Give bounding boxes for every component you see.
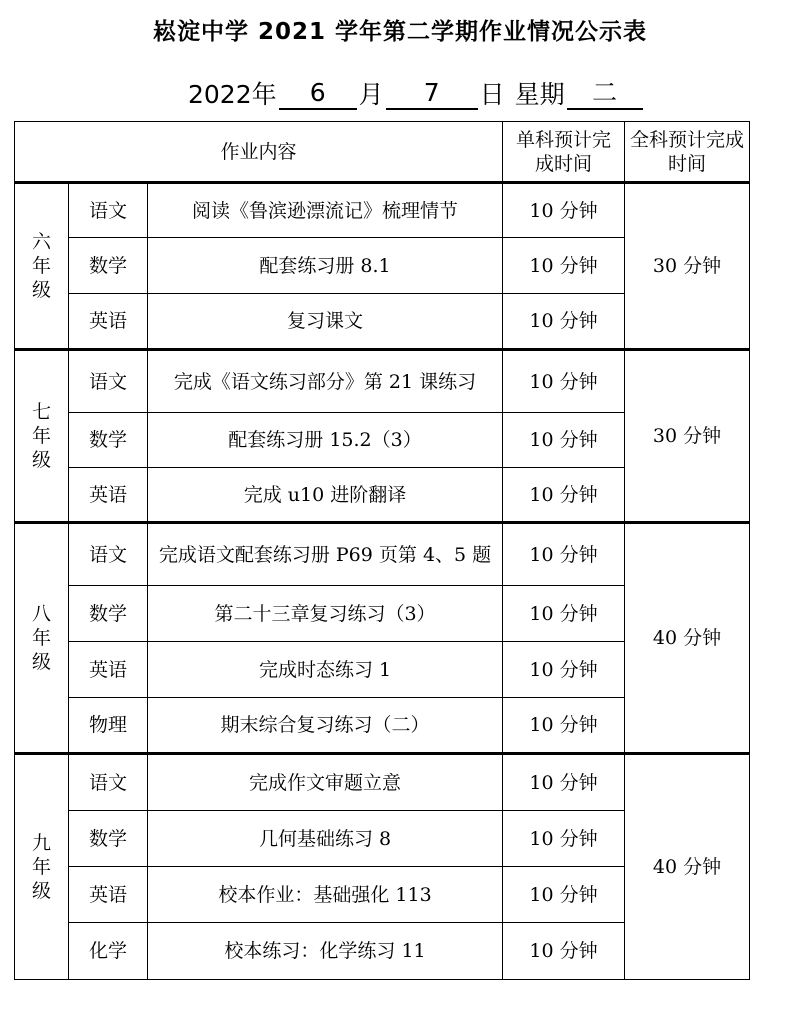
- subject-cell: 数学: [69, 811, 148, 867]
- total-time-cell: 30 分钟: [625, 183, 750, 350]
- subject-cell: 数学: [69, 586, 148, 642]
- total-time-cell: 40 分钟: [625, 754, 750, 980]
- date-month-char: 月: [358, 80, 384, 109]
- content-cell: 完成语文配套练习册 P69 页第 4、5 题: [148, 523, 503, 586]
- grade-cell: 九 年 级: [15, 754, 69, 980]
- subject-cell: 语文: [69, 183, 148, 238]
- single-time-cell: 10 分钟: [503, 867, 625, 923]
- subject-cell: 语文: [69, 754, 148, 811]
- single-time-cell: 10 分钟: [503, 294, 625, 350]
- total-time-cell: 30 分钟: [625, 350, 750, 523]
- content-cell: 完成作文审题立意: [148, 754, 503, 811]
- grade-cell: 七 年 级: [15, 350, 69, 523]
- table-row: [15, 350, 750, 413]
- header-content: 作业内容: [15, 122, 503, 183]
- content-cell: 校本练习：化学练习 11: [148, 923, 503, 980]
- single-time-cell: 10 分钟: [503, 811, 625, 867]
- content-cell: 第二十三章复习练习（3）: [148, 586, 503, 642]
- date-day: 7: [386, 78, 478, 110]
- page-title: 崧淀中学 2021 学年第二学期作业情况公示表: [152, 19, 648, 45]
- grade-cell: 八 年 级: [15, 523, 69, 754]
- header-total-time: 全科预计完成时间: [625, 122, 750, 183]
- content-cell: 阅读《鲁滨逊漂流记》梳理情节: [148, 183, 503, 238]
- single-time-cell: 10 分钟: [503, 468, 625, 523]
- date-line: [188, 74, 645, 110]
- grade-cell: 六 年 级: [15, 183, 69, 350]
- table-row: [15, 523, 750, 586]
- homework-table: [14, 121, 750, 980]
- single-time-cell: 10 分钟: [503, 698, 625, 754]
- single-time-cell: 10 分钟: [503, 350, 625, 413]
- date-day-char: 日: [479, 80, 505, 109]
- single-time-cell: 10 分钟: [503, 238, 625, 294]
- content-cell: 期末综合复习练习（二）: [148, 698, 503, 754]
- date-weekday: 二: [567, 78, 643, 110]
- subject-cell: 英语: [69, 468, 148, 523]
- single-time-cell: 10 分钟: [503, 413, 625, 468]
- total-time-cell: 40 分钟: [625, 523, 750, 754]
- subject-cell: 化学: [69, 923, 148, 980]
- table-row: [15, 754, 750, 811]
- subject-cell: 数学: [69, 238, 148, 294]
- header-single-time: 单科预计完成时间: [503, 122, 625, 183]
- single-time-cell: 10 分钟: [503, 642, 625, 698]
- subject-cell: 语文: [69, 523, 148, 586]
- table-header-row: [15, 122, 750, 183]
- date-year-char: 年: [251, 80, 277, 109]
- single-time-cell: 10 分钟: [503, 183, 625, 238]
- content-cell: 完成时态练习 1: [148, 642, 503, 698]
- date-month: 6: [279, 78, 357, 110]
- subject-cell: 物理: [69, 698, 148, 754]
- content-cell: 校本作业：基础强化 113: [148, 867, 503, 923]
- content-cell: 复习课文: [148, 294, 503, 350]
- content-cell: 完成 u10 进阶翻译: [148, 468, 503, 523]
- subject-cell: 语文: [69, 350, 148, 413]
- content-cell: 完成《语文练习部分》第 21 课练习: [148, 350, 503, 413]
- table-row: [15, 183, 750, 238]
- date-year: 2022: [188, 80, 252, 109]
- subject-cell: 数学: [69, 413, 148, 468]
- single-time-cell: 10 分钟: [503, 523, 625, 586]
- content-cell: 配套练习册 15.2（3）: [148, 413, 503, 468]
- date-weekday-label: 星期: [514, 80, 565, 109]
- subject-cell: 英语: [69, 867, 148, 923]
- subject-cell: 英语: [69, 294, 148, 350]
- content-cell: 配套练习册 8.1: [148, 238, 503, 294]
- subject-cell: 英语: [69, 642, 148, 698]
- content-cell: 几何基础练习 8: [148, 811, 503, 867]
- single-time-cell: 10 分钟: [503, 754, 625, 811]
- single-time-cell: 10 分钟: [503, 586, 625, 642]
- single-time-cell: 10 分钟: [503, 923, 625, 980]
